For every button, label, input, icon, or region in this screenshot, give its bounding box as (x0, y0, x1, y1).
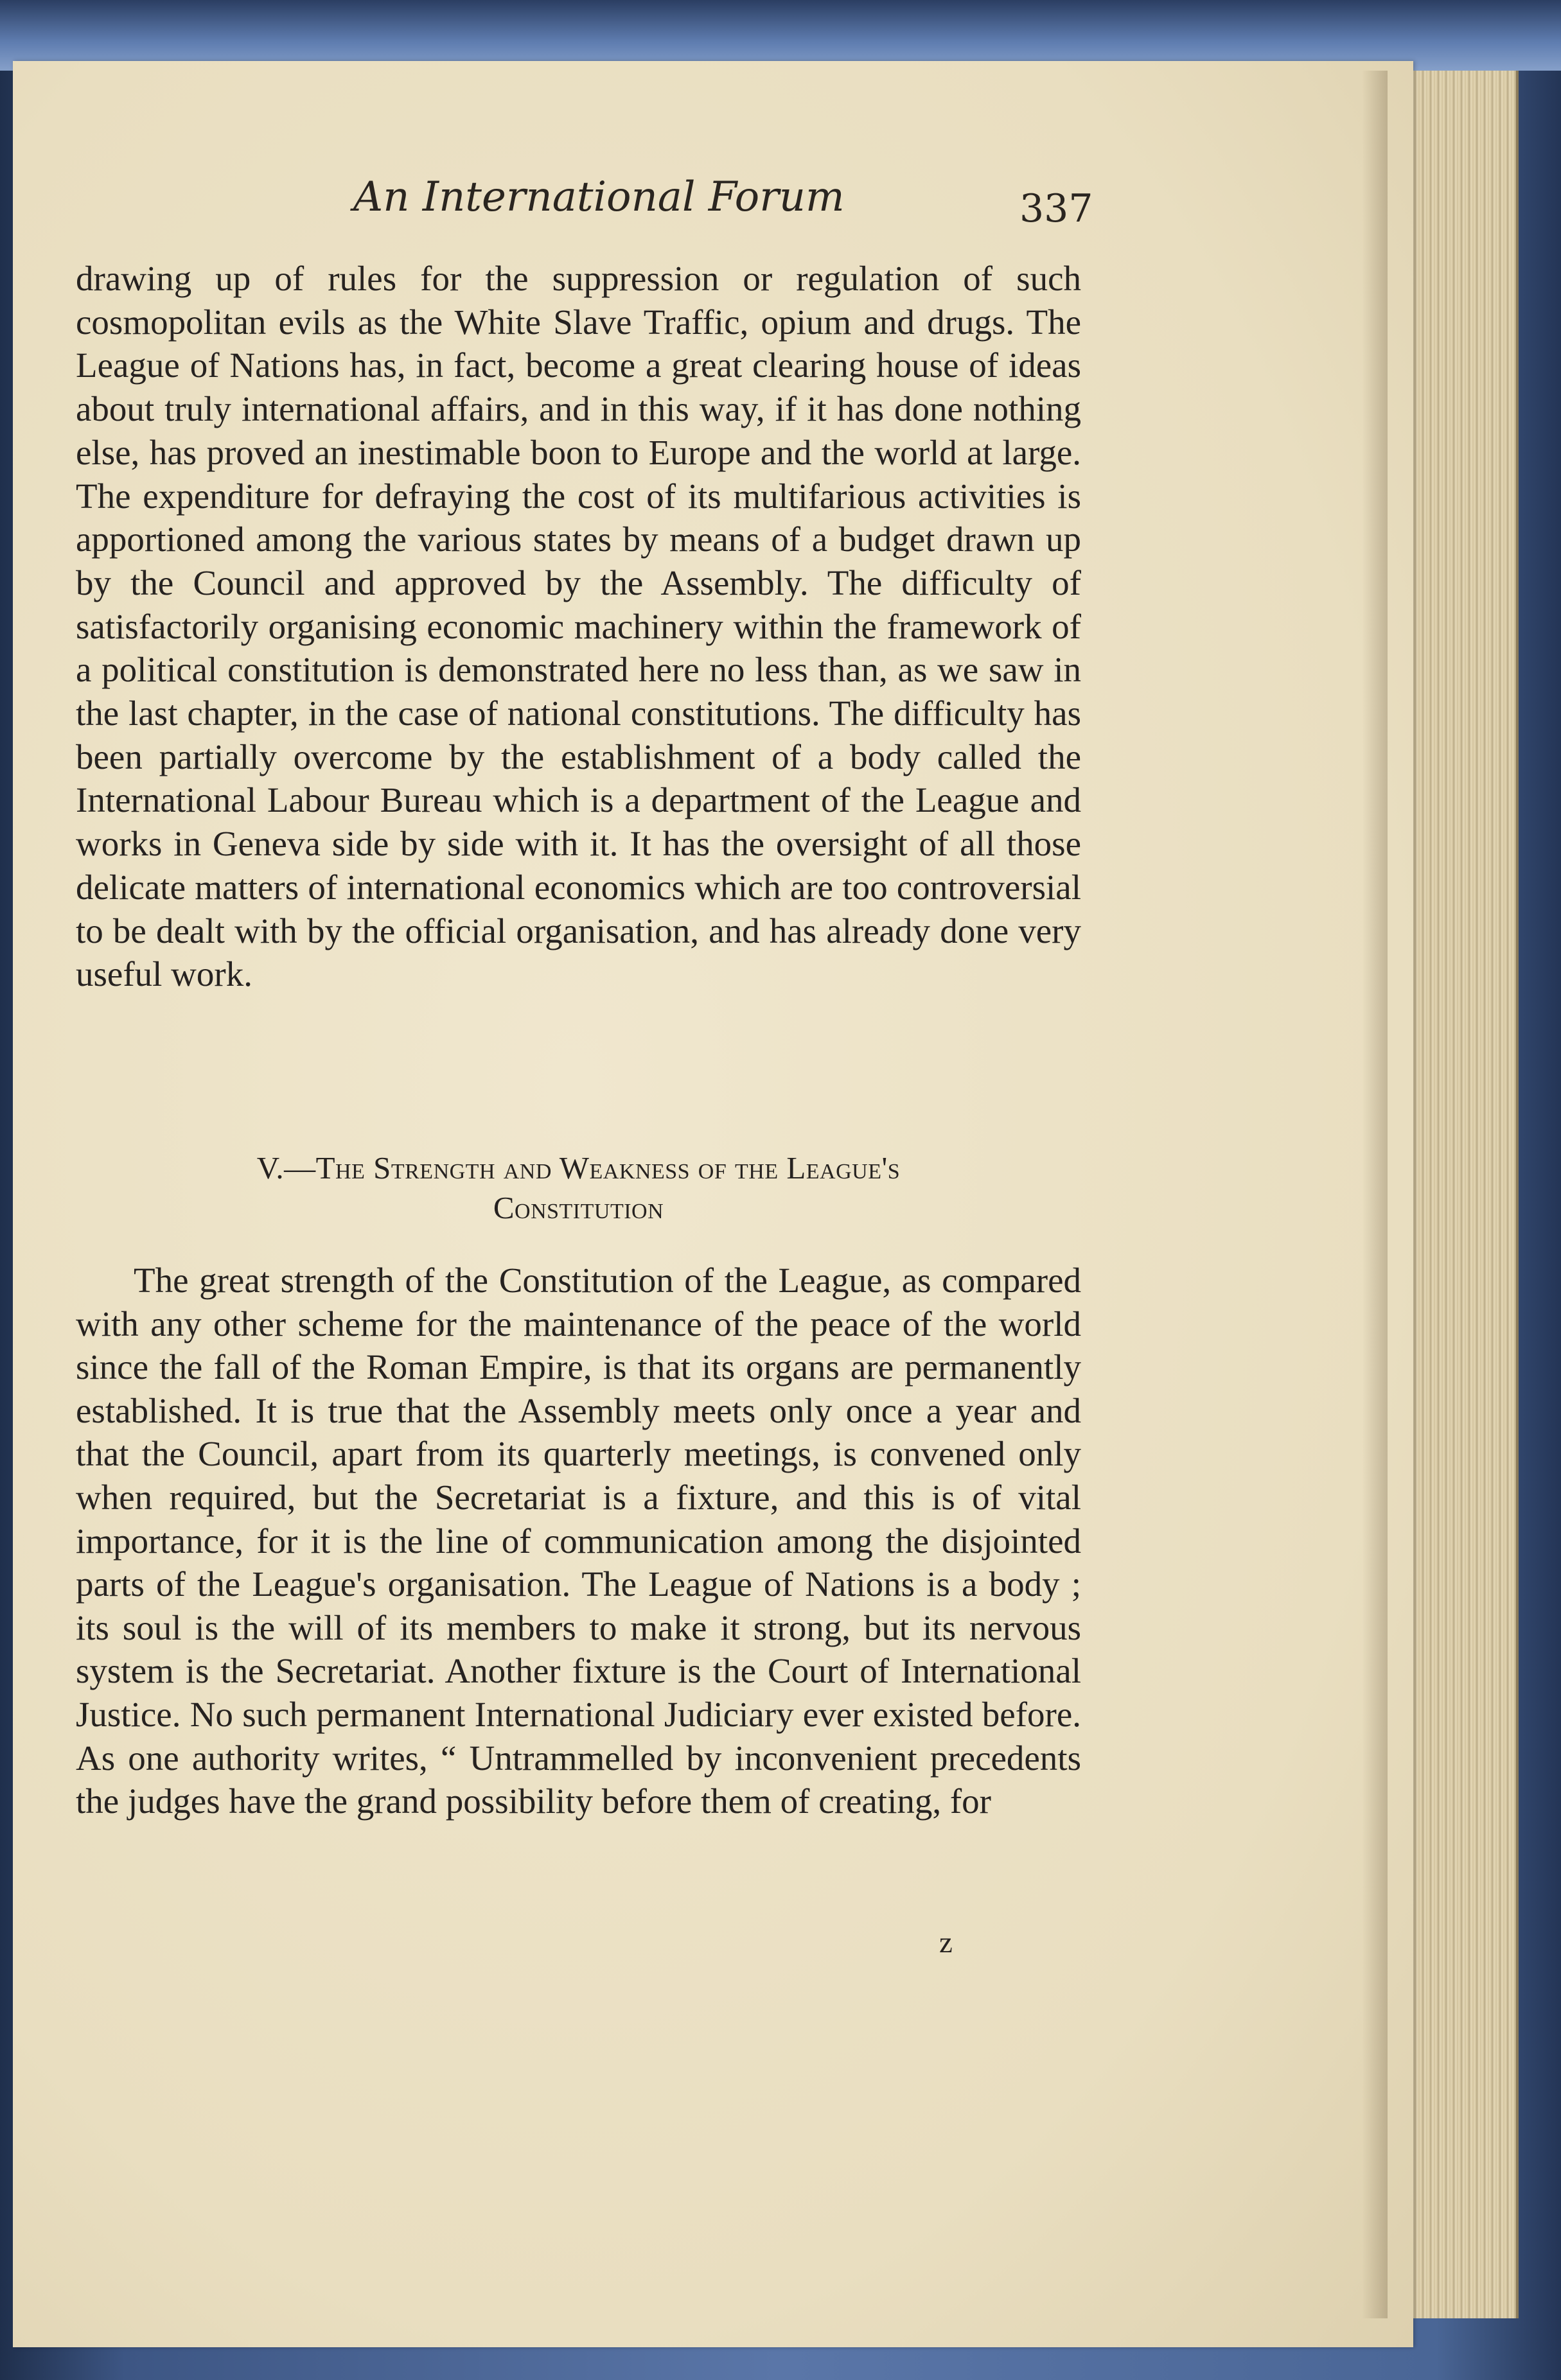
section-heading (76, 1148, 1081, 1228)
signature-mark: z (939, 1926, 953, 1959)
book-cover-top-edge (0, 0, 1561, 71)
body-text-top (76, 257, 1081, 996)
paragraph-1: drawing up of rules for the suppression or regulation of such cosmopolitan evils as the White Slave Traffic, opium and drugs. The League of Nations has, in fact, become a great clearing house of ideas about truly international affairs, and in this way, if it has done nothing else, has proved an inestimable boon to Europe and the world at large. The expenditure for defraying the cost of its multifarious activities is apportioned among the various states by means of a budget drawn up by the Council and approved by the Assembly. The difficulty of satisfactorily organising economic machinery within the framework of a political constitution is demonstrated here no less than, as we saw in the last chapter, in the case of national constitutions. The difficulty has been partially overcome by the establishment of a body called the International Labour Bureau which is a department of the League and works in Geneva side by side with it. It has the oversight of all those delicate matters of international economics which are too controversial to be dealt with by the official organisation, and has already done very useful work. (76, 259, 1081, 994)
running-head-title: An International Forum (353, 173, 845, 221)
page-number: 337 (1019, 186, 1093, 231)
running-head (0, 173, 1561, 244)
body-text-bottom (76, 1259, 1081, 1823)
gutter-shadow (1362, 71, 1388, 2318)
paragraph-2: The great strength of the Constitution of the League, as compared with any other scheme for the maintenance of the peace of the world since the fall of the Roman Empire, is that its organs are permanently established. It is true that the Assembly meets only once a year and that the Council, apart from its quarterly meetings, is convened only when required, but the Secretariat is a fixture, and this is of vital importance, for it is the line of communication among the disjointed parts of the League's organisation. The League of Nations is a body ; its soul is the will of its members to make it strong, but its nervous system is the Secretariat. Another fixture is the Court of International Justice. No such permanent International Judiciary ever existed before. As one authority writes, “ Untrammelled by inconvenient precedents the judges have the grand possibility before them of creating, for (76, 1261, 1081, 1821)
section-heading-line-2: Constitution (493, 1190, 664, 1225)
section-heading-line-1: V.—The Strength and Weakness of the League's (256, 1150, 901, 1186)
